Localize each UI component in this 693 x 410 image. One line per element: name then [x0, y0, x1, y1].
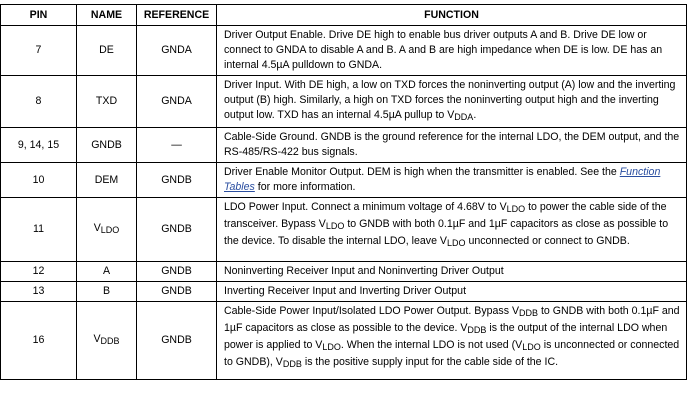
function-text: unconnected or connect to GNDB.	[465, 235, 630, 247]
table-row	[1, 262, 687, 282]
function-text: is unconnected or connected to GNDB), V	[224, 339, 680, 368]
subscript-text: LDO	[322, 342, 341, 352]
function-cell: Driver Output Enable. Drive DE high to enable bus driver outputs A and B. Drive DE low or connect to GNDA to disable A and B. A and B are high impedance when DE is low. DE has an internal 4.5µA pulldown to GNDA.	[217, 26, 687, 76]
table-header-row	[1, 5, 687, 26]
name-cell: B	[77, 282, 137, 302]
name-text: V	[93, 222, 101, 234]
function-text: .	[473, 109, 477, 121]
function-cell	[217, 76, 687, 128]
reference-cell: GNDB	[137, 163, 217, 198]
header-reference: REFERENCE	[137, 5, 217, 26]
table-row	[1, 302, 687, 380]
function-cell: Noninverting Receiver Input and Noninverting Driver Output	[217, 262, 687, 282]
function-text: is the positive supply input for the cable side of the IC.	[301, 356, 559, 368]
reference-cell: —	[137, 128, 217, 163]
table-row	[1, 26, 687, 76]
function-text: Driver Input. With DE high, a low on TXD forces the noninverting output (A) low and the inverting output (B) high. Similarly, a high on TXD forces the noninverting output high and the inverting output low. TXD has an internal 4.5µA pullup to V	[224, 79, 676, 121]
subscript-text: LDO	[506, 204, 526, 214]
reference-cell: GNDB	[137, 302, 217, 380]
subscript-text: DDA	[454, 112, 474, 122]
name-cell: DE	[77, 26, 137, 76]
table-row	[1, 198, 687, 262]
subscript-text: DDB	[282, 359, 302, 369]
function-text: Cable-Side Power Input/Isolated LDO Power Output. Bypass V	[224, 305, 520, 317]
function-text: to GNDB with both 0.1µF and 1µF capacitors as close as possible to the device. V	[224, 305, 680, 334]
function-cell: Inverting Receiver Input and Inverting Driver Output	[217, 282, 687, 302]
function-text: to GNDB with both 0.1µF and 1µF capacitors as close as possible to the device. To disable the internal LDO, leave V	[224, 218, 669, 247]
reference-cell: GNDA	[137, 26, 217, 76]
subscript-text: DDB	[519, 308, 539, 318]
header-function: FUNCTION	[217, 5, 687, 26]
table-row	[1, 128, 687, 163]
pin-description-table-container	[0, 4, 686, 380]
header-pin: PIN	[1, 5, 77, 26]
pin-cell: 12	[1, 262, 77, 282]
pin-cell: 13	[1, 282, 77, 302]
subscript-text: LDO	[325, 221, 345, 231]
pin-cell: 7	[1, 26, 77, 76]
table-row	[1, 163, 687, 198]
pin-cell: 8	[1, 76, 77, 128]
function-text: Driver Enable Monitor Output. DEM is high when the transmitter is enabled. See the	[224, 166, 620, 178]
function-cell	[217, 302, 687, 380]
function-text: LDO Power Input. Connect a minimum voltage of 4.68V to V	[224, 201, 507, 213]
name-text: V	[93, 333, 101, 345]
subscript-text: DDB	[100, 336, 120, 346]
reference-cell: GNDA	[137, 76, 217, 128]
name-cell	[77, 198, 137, 262]
function-cell	[217, 163, 687, 198]
pin-cell: 11	[1, 198, 77, 262]
name-cell: DEM	[77, 163, 137, 198]
subscript-text: DDB	[467, 325, 487, 335]
header-name: NAME	[77, 5, 137, 26]
reference-cell: GNDB	[137, 282, 217, 302]
function-cell: Cable-Side Ground. GNDB is the ground reference for the internal LDO, the DEM output, and the RS-485/RS-422 bus signals.	[217, 128, 687, 163]
function-tables-link[interactable]: Function Tables	[224, 166, 661, 193]
name-cell	[77, 302, 137, 380]
pin-description-table	[0, 4, 687, 380]
name-cell: GNDB	[77, 128, 137, 163]
table-row	[1, 282, 687, 302]
function-cell	[217, 198, 687, 262]
pin-cell: 9, 14, 15	[1, 128, 77, 163]
function-text: . When the internal LDO is not used (V	[340, 339, 523, 351]
function-text: is the output of the internal LDO when power is applied to V	[224, 322, 668, 351]
pin-cell: 10	[1, 163, 77, 198]
subscript-text: LDO	[447, 238, 466, 248]
table-row	[1, 76, 687, 128]
name-cell: A	[77, 262, 137, 282]
reference-cell: GNDB	[137, 198, 217, 262]
function-text: to power the cable side of the transceiver. Bypass V	[224, 201, 667, 230]
reference-cell: GNDB	[137, 262, 217, 282]
function-text: for more information.	[254, 181, 356, 193]
subscript-text: LDO	[100, 225, 120, 235]
subscript-text: LDO	[522, 342, 541, 352]
pin-cell: 16	[1, 302, 77, 380]
name-cell: TXD	[77, 76, 137, 128]
